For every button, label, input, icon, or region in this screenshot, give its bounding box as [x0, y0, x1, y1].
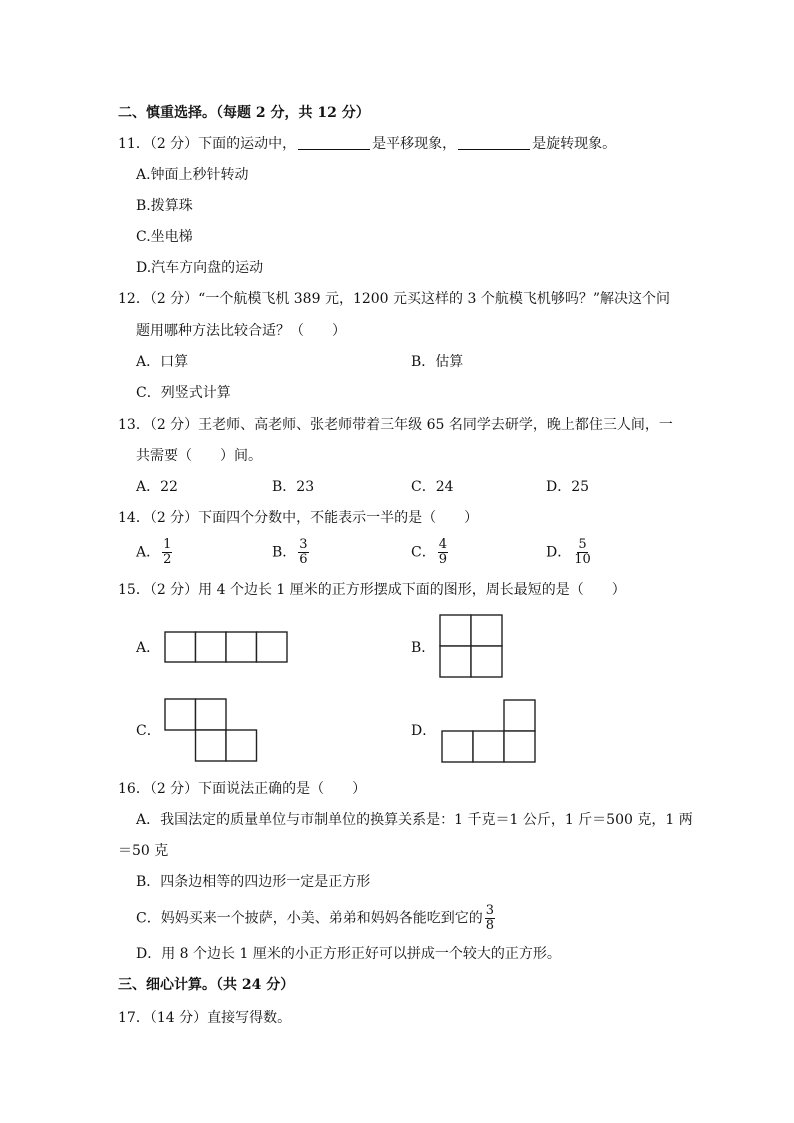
question-12-line-1: 12．（2 分）“一个航模飞机 389 元，1200 元买这样的 3 个航模飞机够吗？”解决这个问 — [118, 291, 670, 307]
question-14-option-a[interactable] — [136, 538, 172, 567]
option-letter: C． — [411, 544, 436, 561]
question-16-option-c-text: C．妈妈买来一个披萨，小美、弟弟和妈妈各能吃到它的 — [136, 910, 483, 927]
question-16-option-a-line-2[interactable]: ＝50 克 — [118, 843, 169, 859]
option-letter: A． — [136, 544, 161, 561]
shape-d-l-tetromino[interactable] — [441, 699, 539, 765]
fraction-denominator: 2 — [163, 552, 172, 567]
question-16-option-c[interactable] — [136, 904, 495, 933]
question-13-line-1: 13．（2 分）王老师、高老师、张老师带着三年级 65 名同学去研学，晚上都住三人间，一 — [118, 417, 673, 433]
fraction — [485, 904, 495, 933]
question-13-line-2: 共需要（ ）间。 — [136, 448, 262, 464]
question-11-mid: 是平移现象， — [372, 136, 457, 152]
fraction-denominator: 8 — [485, 918, 494, 933]
question-16-option-b[interactable]: B．四条边相等的四边形一定是正方形 — [136, 874, 371, 890]
question-11-option-c[interactable]: C.坐电梯 — [136, 229, 193, 245]
question-11-option-a[interactable]: A.钟面上秒针转动 — [136, 167, 249, 183]
question-12-line-2: 题用哪种方法比较合适？（ ） — [136, 323, 346, 339]
fraction — [438, 538, 448, 567]
question-11-option-d[interactable]: D.汽车方向盘的运动 — [136, 260, 264, 276]
question-15-option-d-label[interactable]: D． — [411, 723, 437, 739]
fraction-denominator: 10 — [574, 552, 591, 567]
question-14-line-1: 14．（2 分）下面四个分数中，不能表示一半的是（ ） — [118, 510, 479, 526]
question-14-option-d[interactable] — [546, 538, 592, 567]
question-17-line-1: 17．（14 分）直接写得数。 — [118, 1010, 292, 1026]
question-16-option-d[interactable]: D．用 8 个边长 1 厘米的小正方形正好可以拼成一个较大的正方形。 — [136, 946, 561, 962]
question-12-option-c[interactable]: C．列竖式计算 — [136, 385, 231, 401]
question-15-option-c-label[interactable]: C． — [136, 723, 161, 739]
fraction-numerator: 3 — [485, 903, 494, 918]
question-16-option-a-line-1[interactable]: A．我国法定的质量单位与市制单位的换算关系是：1 千克＝1 公斤，1 斤＝500 克，1 两 — [136, 812, 693, 828]
option-letter: B． — [272, 544, 297, 561]
question-12-option-a[interactable]: A．口算 — [136, 354, 189, 370]
question-13-option-b[interactable]: B．23 — [272, 479, 315, 495]
question-15-line-1: 15．（2 分）用 4 个边长 1 厘米的正方形摆成下面的图形，周长最短的是（ ） — [118, 582, 626, 598]
shape-b-two-by-two[interactable] — [439, 614, 505, 680]
question-13-option-d[interactable]: D．25 — [546, 479, 590, 495]
question-11-label: 11．（2 分）下面的运动中， — [118, 136, 297, 152]
question-16-line-1: 16．（2 分）下面说法正确的是（ ） — [118, 781, 367, 797]
fraction-numerator: 1 — [163, 537, 172, 552]
shape-a-four-in-row[interactable] — [164, 631, 290, 665]
question-13-option-a[interactable]: A．22 — [136, 479, 178, 495]
answer-blank-1[interactable] — [298, 135, 370, 150]
question-11-end: 是旋转现象。 — [532, 136, 617, 152]
fraction — [162, 538, 172, 567]
section-heading-2: 二、慎重选择。（每题 2 分，共 12 分） — [118, 105, 370, 121]
question-14-option-c[interactable] — [411, 538, 448, 567]
question-15-option-a-label[interactable]: A． — [136, 640, 161, 656]
question-15-option-b-label[interactable]: B． — [411, 640, 436, 656]
fraction-numerator: 5 — [578, 537, 587, 552]
answer-blank-2[interactable] — [458, 135, 530, 150]
section-heading-3: 三、细心计算。（共 24 分） — [118, 977, 295, 993]
option-letter: D． — [546, 544, 572, 561]
fraction-numerator: 4 — [438, 537, 447, 552]
question-11-option-b[interactable]: B.拨算珠 — [136, 198, 193, 214]
question-14-option-b[interactable] — [272, 538, 309, 567]
fraction-numerator: 3 — [299, 537, 308, 552]
fraction — [298, 538, 308, 567]
fraction — [573, 538, 592, 567]
question-13-option-c[interactable]: C．24 — [411, 479, 454, 495]
fraction-denominator: 9 — [438, 552, 447, 567]
shape-c-z-tetromino[interactable] — [164, 698, 260, 764]
question-12-option-b[interactable]: B．估算 — [411, 354, 464, 370]
question-11 — [118, 135, 616, 153]
fraction-denominator: 6 — [299, 552, 308, 567]
